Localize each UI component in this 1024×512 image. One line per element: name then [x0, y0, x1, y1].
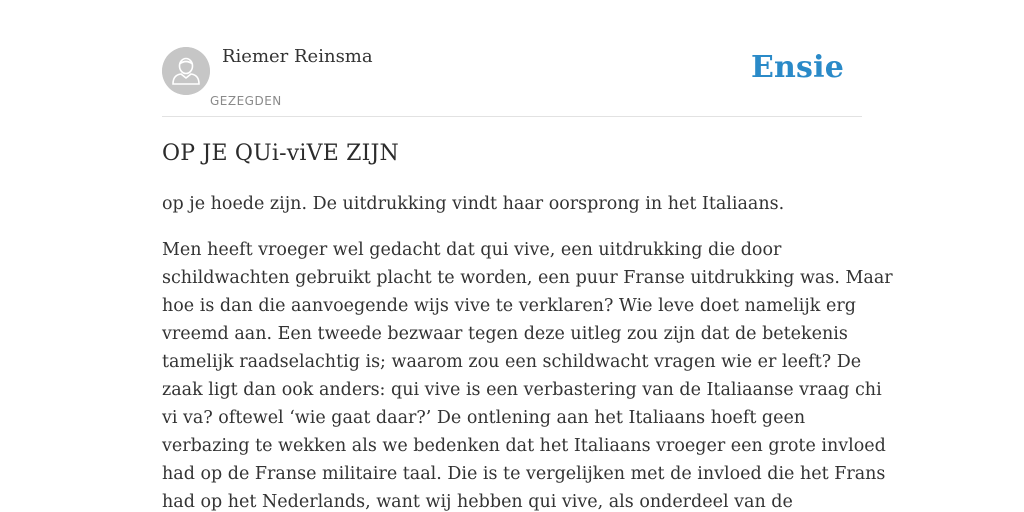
- body-line: hoe is dan die aanvoegende wijs vive te verklaren? Wie leve doet namelijk erg: [162, 296, 856, 316]
- entry-page: [162, 0, 893, 512]
- category-label[interactable]: GEZEGDEN: [210, 94, 282, 108]
- body-line: verbazing te wekken als we bedenken dat het Italiaans vroeger een grote invloed: [162, 436, 886, 456]
- body-line: Men heeft vroeger wel gedacht dat qui vive, een uitdrukking die door: [162, 240, 782, 260]
- body-line: vi va? oftewel ‘wie gaat daar?’ De ontlening aan het Italiaans hoeft geen: [162, 408, 806, 428]
- entry-definition: op je hoede zijn. De uitdrukking vindt haar oorsprong in het Italiaans.: [162, 194, 785, 214]
- ensie-logo[interactable]: Ensie: [750, 50, 844, 85]
- user-avatar-icon[interactable]: [162, 47, 210, 95]
- entry-header: [162, 0, 862, 117]
- body-line: zaak ligt dan ook anders: qui vive is een verbastering van de Italiaanse vraag chi: [162, 380, 882, 400]
- entry-body: [162, 236, 893, 512]
- body-line: vreemd aan. Een tweede bezwaar tegen deze uitleg zou zijn dat de betekenis: [162, 324, 848, 344]
- entry-title: OP JE QUi-viVE ZIJN: [162, 141, 400, 166]
- body-line: tamelijk raadselachtig is; waarom zou een schildwacht vragen wie er leeft? De: [162, 352, 862, 372]
- body-line: had op het Nederlands, want wij hebben qui vive, als onderdeel van de: [162, 492, 793, 512]
- body-line: had op de Franse militaire taal. Die is te vergelijken met de invloed die het Frans: [162, 464, 886, 484]
- body-line: schildwachten gebruikt placht te worden, een puur Franse uitdrukking was. Maar: [162, 268, 893, 288]
- author-name[interactable]: Riemer Reinsma: [222, 46, 373, 67]
